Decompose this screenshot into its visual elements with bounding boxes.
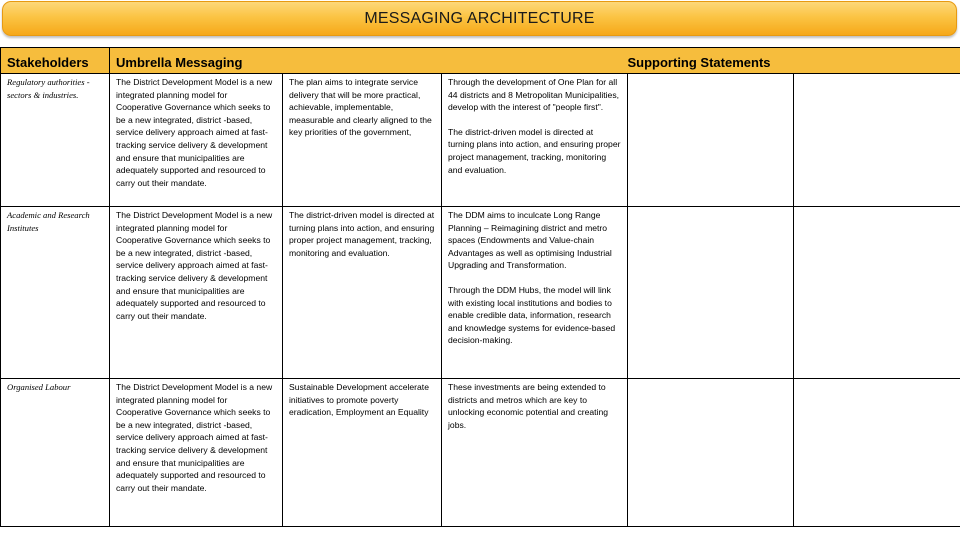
table-row <box>1 74 960 207</box>
stakeholder-cell: Organised Labour <box>1 379 110 527</box>
statement-paragraph: The district-driven model is directed at turning plans into action, and ensuring proper project management, tracking, monitoring and evaluation. <box>448 126 621 175</box>
statement-paragraph: Through the development of One Plan for all 44 districts and 8 Metropolitan Municipalities, develop with the interest of "people first". <box>448 77 620 113</box>
header-spacer-2 <box>442 48 628 74</box>
empty-cell <box>628 207 794 379</box>
statement-cell <box>442 379 628 527</box>
empty-cell <box>628 74 794 207</box>
empty-cell <box>628 379 794 527</box>
page-title: MESSAGING ARCHITECTURE <box>364 9 595 27</box>
messaging-table <box>0 47 960 527</box>
table-row <box>1 207 960 379</box>
header-supporting-statements: Supporting Statements <box>628 48 960 74</box>
statement-cell: The plan aims to integrate service delivery that will be more practical, achievable, implementable, measurable and clearly aligned to the key priorities of the government, <box>283 74 442 207</box>
stakeholder-cell: Academic and Research Institutes <box>1 207 110 379</box>
umbrella-cell: The District Development Model is a new integrated planning model for Cooperative Governance which seeks to be a new integrated, district -based, service delivery approach aimed at fast-tracking service delivery & development and ensure that municipalities are adequately supported and resourced to carry out their mandate. <box>110 379 283 527</box>
empty-cell <box>794 207 960 379</box>
empty-cell <box>794 379 960 527</box>
empty-cell <box>794 74 960 207</box>
header-row <box>1 48 960 74</box>
header-umbrella-messaging: Umbrella Messaging <box>110 48 283 74</box>
statement-cell <box>442 207 628 379</box>
statement-cell: The district-driven model is directed at turning plans into action, and ensuring proper project management, tracking, monitoring and evaluation. <box>283 207 442 379</box>
header-spacer-1 <box>283 48 442 74</box>
title-banner <box>2 1 957 36</box>
umbrella-cell: The District Development Model is a new integrated planning model for Cooperative Governance which seeks to be a new integrated, district -based, service delivery approach aimed at fast-tracking service delivery & development and ensure that municipalities are adequately supported and resourced to carry out their mandate. <box>110 74 283 207</box>
statement-paragraph: Through the DDM Hubs, the model will link with existing local institutions and bodies to enable credible data, information, research and knowledge systems for evidence-based decision-making. <box>448 284 616 346</box>
statement-cell: Sustainable Development accelerate initiatives to promote poverty eradication, Employment an Equality <box>283 379 442 527</box>
umbrella-cell: The District Development Model is a new integrated planning model for Cooperative Governance which seeks to be a new integrated, district -based, service delivery approach aimed at fast-tracking service delivery & development and ensure that municipalities are adequately supported and resourced to carry out their mandate. <box>110 207 283 379</box>
statement-cell <box>442 74 628 207</box>
table-row <box>1 379 960 527</box>
header-stakeholders: Stakeholders <box>1 48 110 74</box>
statement-paragraph: The DDM aims to inculcate Long Range Planning – Reimagining district and metro spaces (Endowments and Value-chain Advantages as well as optimising Industrial Upgrading and Transformation. <box>448 210 612 271</box>
statement-paragraph: These investments are being extended to districts and metros which are key to unlocking economic potential and creating jobs. <box>448 382 609 430</box>
stakeholder-cell: Regulatory authorities - sectors & industries. <box>1 74 110 207</box>
